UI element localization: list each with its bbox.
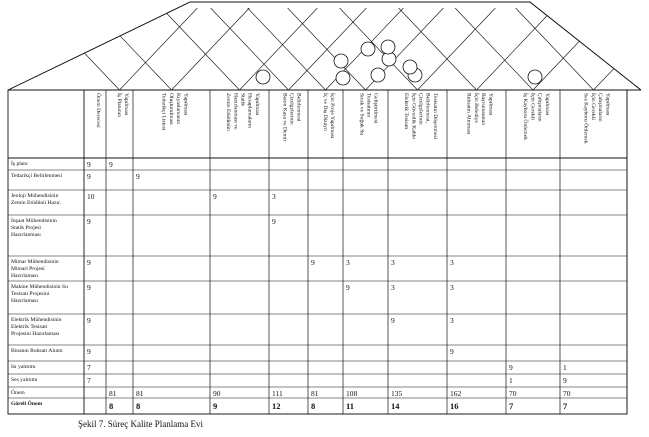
matrix-frame [8, 90, 627, 414]
matrix-row-label: Tedarikçi Belirlenmesi [11, 173, 63, 179]
roof-mask-left [0, 0, 190, 90]
matrix-row-cell: 3 [346, 258, 350, 267]
roof-mask-right [530, 0, 649, 90]
total-row-cell: 108 [346, 389, 358, 398]
matrix-row-cell: 9 [87, 172, 91, 181]
column-header-text: Yapılması [543, 93, 550, 116]
matrix-row-label: Zemin Etüdünü Hazır. [11, 200, 61, 206]
column-header-text: İş Kayboru Önlemek [522, 93, 529, 140]
column-header-text: Çalışmaların [536, 93, 543, 122]
matrix-row-cell: 9 [136, 172, 140, 181]
matrix-row-label: Hazırlaması [11, 273, 39, 279]
column-header [358, 93, 378, 135]
column-header-text: Belirlenmesi, [424, 93, 431, 123]
matrix-row-label: Isı yalıtımı [11, 364, 36, 370]
matrix-row-label: İnşaat Mühendisinin [11, 218, 57, 224]
total-row-cell: 81 [109, 389, 117, 398]
matrix-row-label: Elektrik Tesisatı [11, 324, 48, 330]
correlation-circle [403, 60, 417, 74]
relative-row-cell: 8 [136, 401, 141, 411]
correlation-circle [371, 68, 385, 82]
matrix-row-label: İş planı [11, 161, 28, 167]
total-row-label: Önem [11, 390, 25, 396]
column-header-text: Belirlenmesi [295, 93, 302, 122]
relative-row-cell: 11 [346, 401, 355, 411]
column-header-text: Çizelgelerinin [417, 93, 424, 125]
column-header-text: Başvurusunun [480, 93, 487, 126]
column-header-text: Çizelgelerinin [288, 93, 295, 125]
matrix-row-cell: 9 [87, 217, 91, 226]
column-header-text: İçin Gerekli [529, 93, 536, 120]
column-header-text: Hesaplamaların [246, 93, 253, 129]
matrix-row-label: Binanın Ruhsatı Alınm [11, 348, 63, 354]
column-header-text: Yapılması [487, 93, 494, 116]
matrix-row-label: Elektrik Mühendisinin [11, 317, 62, 323]
column-header [403, 93, 438, 140]
matrix-row-cell: 1 [509, 376, 513, 385]
matrix-row-cell: 9 [450, 347, 454, 356]
total-row-cell: 111 [272, 389, 283, 398]
column-header-text: Oluşturulması [167, 93, 174, 125]
matrix-row-cell: 9 [391, 316, 395, 325]
column-header-text: Elektrik Tesisatı [403, 93, 410, 130]
matrix-row-cell: 9 [563, 376, 567, 385]
matrix-row-label: Tesisatı Projesini [11, 291, 50, 297]
column-header-text: Tedarikçi Listesi [160, 93, 167, 131]
relative-row-cell: 8 [311, 401, 316, 411]
column-header-text: İçin Gerekli [589, 93, 596, 120]
column-header [281, 93, 301, 141]
column-header [161, 93, 189, 131]
roof-lattice-line [289, 8, 367, 90]
correlation-circle [256, 70, 270, 84]
roof-lattice-line [172, 8, 250, 90]
matrix-row-cell: 9 [346, 283, 350, 292]
matrix-row-label: Mimari Projesi [11, 266, 45, 272]
column-header-text: İçin Proje Yapılması [329, 93, 336, 139]
relative-row-cell: 8 [109, 401, 114, 411]
column-header [522, 93, 550, 140]
column-header-text: Sıcak ve Soğuk Su [358, 93, 365, 136]
relative-row-label: Göreli Önem [11, 401, 43, 407]
column-header [116, 93, 129, 117]
matrix-row-label: Jeoloji Mühendisinin [11, 193, 59, 199]
column-header-text: Yapılması [604, 93, 611, 116]
column-header-text: Çalışmaların [597, 93, 604, 122]
column-header [95, 93, 102, 128]
column-header-text: Beton Kasa ve Demir [281, 93, 288, 142]
column-header [583, 93, 611, 144]
roof-lattice-line [240, 8, 318, 90]
column-header [322, 93, 336, 139]
total-row-cell: 135 [391, 389, 403, 398]
matrix-row-cell: 7 [87, 376, 91, 385]
matrix-row-label: Makine Mühendisinin Su [11, 284, 68, 290]
column-header-text: Statik [239, 93, 246, 107]
column-header-text: Önem Derecesi [95, 93, 101, 128]
total-row-cell: 90 [213, 389, 221, 398]
column-header-text: İçin Belediye [472, 93, 479, 123]
matrix-row-cell: 9 [311, 258, 315, 267]
total-row-cell: 81 [311, 389, 319, 398]
roof-lattice-line [455, 8, 533, 90]
matrix-row-cell: 9 [87, 283, 91, 292]
matrix-row-cell: 3 [450, 258, 454, 267]
column-header [225, 93, 260, 131]
column-header-text: Yapılması [182, 93, 189, 116]
matrix-row-cell: 3 [450, 283, 454, 292]
matrix-row-cell: 9 [272, 217, 276, 226]
relative-row-cell: 16 [450, 401, 459, 411]
column-header-text: İç ve Dış Dizayn [321, 93, 328, 131]
matrix-row-cell: 9 [87, 347, 91, 356]
matrix-row-cell: 9 [509, 363, 513, 372]
roof-lattice-line [162, 8, 240, 90]
matrix-row-label: Ses yalıtımı [11, 377, 38, 383]
matrix-row-cell: 9 [109, 160, 113, 169]
roof-lattice-line [288, 8, 366, 90]
relative-row-cell: 9 [213, 401, 218, 411]
total-row-cell: 162 [450, 389, 462, 398]
matrix-row-label: Statik Projesi [11, 225, 41, 231]
matrix-row-label: Projesini Hazırlaması [11, 331, 60, 337]
column-header-text: İçin Güvenlik Kablo [410, 93, 417, 139]
column-header-text: Zemin Etüdünün [225, 93, 232, 131]
total-row-cell: 70 [563, 389, 571, 398]
matrix-row-cell: 3 [391, 283, 395, 292]
figure-caption: Şekil 7. Süreç Kalite Planlama Evi [78, 419, 203, 429]
matrix-row-label: Mimar Mühendisinin [11, 259, 59, 265]
column-header-text: Hazırlanması ve [232, 93, 239, 130]
matrix-row-cell: 1 [563, 363, 567, 372]
column-header-text: Tesisatın Döşenmesi [431, 93, 438, 140]
column-header-text: Yapılması [253, 93, 260, 116]
roof-lattice-line [418, 8, 496, 90]
column-header-text: Kıyaslamanın [175, 93, 182, 125]
roof-lattice-line [211, 8, 289, 90]
matrix-row-cell: 3 [391, 258, 395, 267]
matrix-row-cell: 10 [87, 192, 95, 201]
column-header-text: Ruhsatın Alınması [465, 93, 472, 135]
column-header-text: Ses Kayboru Önlemek [582, 93, 589, 144]
relative-row-cell: 7 [563, 401, 568, 411]
column-header-text: İş Planının [115, 93, 122, 118]
correlation-circle [334, 54, 348, 68]
total-row-cell: 70 [509, 389, 517, 398]
correlation-circle [361, 42, 375, 56]
relative-row-cell: 14 [391, 401, 400, 411]
matrix-row-cell: 3 [272, 192, 276, 201]
correlation-circle [381, 40, 395, 54]
matrix-row-cell: 3 [450, 316, 454, 325]
matrix-row-label: Hazırlanması [11, 232, 41, 238]
relative-row-cell: 12 [272, 401, 281, 411]
column-header [466, 93, 494, 135]
column-header-text: Tesisatının [365, 93, 372, 118]
matrix-row-cell: 9 [213, 192, 217, 201]
total-row-cell: 81 [136, 389, 144, 398]
matrix-row-cell: 9 [87, 316, 91, 325]
matrix-row-label: Hazırlaması [11, 298, 39, 304]
correlation-circle [336, 71, 350, 85]
roof-lattice-line [477, 8, 555, 90]
relative-row-cell: 7 [509, 401, 514, 411]
matrix-row-cell: 7 [87, 363, 91, 372]
correlation-circle [528, 70, 542, 84]
matrix-row-cell: 9 [87, 258, 91, 267]
column-header-text: Geliştirilmesi [372, 93, 379, 124]
column-header-text: Yapılması [123, 93, 130, 116]
matrix-row-cell: 9 [87, 160, 91, 169]
